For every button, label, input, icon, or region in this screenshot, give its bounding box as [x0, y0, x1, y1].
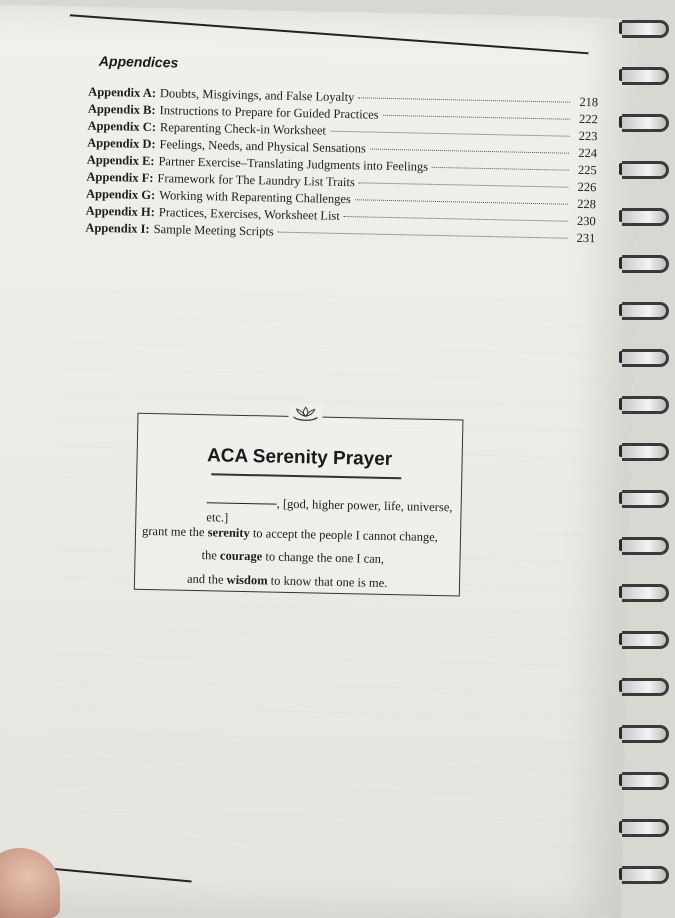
spiral-coil: [622, 349, 669, 367]
prayer-text: the: [201, 548, 221, 563]
top-rule: [70, 14, 589, 54]
appendix-list: [85, 85, 598, 249]
prayer-text: to accept the people I cannot change,: [249, 526, 438, 545]
book-page: [0, 5, 640, 918]
leader-dots: [278, 232, 568, 239]
leader-dots: [344, 216, 568, 222]
spiral-coil: [622, 584, 669, 602]
prayer-title: ACA Serenity Prayer: [206, 445, 393, 471]
appendix-page: 225: [577, 162, 597, 178]
appendix-label: Appendix C:: [87, 118, 157, 135]
spiral-coil: [622, 490, 669, 508]
appendix-page: 230: [576, 213, 596, 229]
spiral-coil: [622, 537, 669, 555]
prayer-line-1-text: , [god, higher power, life, universe, etc.]: [206, 496, 453, 525]
spiral-coil: [622, 255, 669, 273]
appendix-page: 224: [578, 145, 598, 161]
prayer-text: grant me the: [141, 523, 208, 540]
prayer-line-3: [201, 548, 384, 567]
spiral-coil: [622, 396, 669, 414]
prayer-keyword: serenity: [207, 525, 250, 541]
appendix-title: Working with Reparenting Challenges: [159, 188, 352, 207]
appendices-heading: Appendices: [98, 52, 179, 71]
leader-dots: [355, 199, 568, 204]
title-underline: [211, 473, 401, 478]
appendix-page: 226: [577, 179, 597, 195]
appendix-page: 228: [577, 196, 597, 212]
spiral-coil: [622, 772, 669, 790]
appendix-label: Appendix H:: [85, 203, 156, 220]
appendix-label: Appendix I:: [85, 220, 150, 236]
appendix-title: Framework for The Laundry List Traits: [157, 171, 355, 190]
appendix-page: 231: [576, 230, 596, 246]
appendix-title: Doubts, Misgivings, and False Loyalty: [159, 86, 355, 105]
leader-dots: [330, 131, 569, 137]
prayer-text: and the: [186, 571, 227, 587]
leader-dots: [358, 97, 570, 102]
appendix-label: Appendix D:: [87, 135, 156, 152]
spiral-coil: [622, 678, 669, 696]
appendix-title: Partner Exercise–Translating Judgments into Feelings: [158, 154, 429, 174]
spiral-coil: [622, 866, 669, 884]
spiral-coil: [622, 161, 669, 179]
appendix-title: Feelings, Needs, and Physical Sensations: [159, 137, 366, 156]
spiral-coil: [622, 208, 669, 226]
prayer-keyword: wisdom: [226, 572, 268, 588]
appendix-title: Practices, Exercises, Worksheet List: [158, 205, 340, 223]
leader-dots: [383, 115, 570, 120]
appendix-title: Reparenting Check-in Worksheet: [159, 120, 327, 138]
spiral-coil: [622, 67, 669, 85]
appendix-title: Sample Meeting Scripts: [153, 222, 274, 239]
appendix-title: Instructions to Prepare for Guided Practices: [159, 103, 379, 122]
appendix-label: Appendix G:: [85, 186, 156, 203]
spiral-coil: [622, 302, 669, 320]
spiral-coil: [622, 819, 669, 837]
appendix-page: 222: [578, 111, 598, 127]
appendix-label: Appendix E:: [86, 152, 155, 169]
appendix-label: Appendix F:: [86, 169, 154, 186]
spiral-coil: [622, 114, 669, 132]
spiral-coil: [622, 443, 669, 461]
leader-dots: [370, 149, 569, 154]
fill-in-blank: [207, 502, 277, 504]
serenity-prayer-box: [134, 413, 464, 597]
spiral-coil: [622, 631, 669, 649]
prayer-text: to change the one I can,: [262, 549, 385, 566]
prayer-keyword: courage: [219, 548, 263, 564]
spiral-coil: [622, 20, 669, 38]
appendix-page: 223: [578, 128, 598, 144]
prayer-line-4: [187, 572, 388, 591]
leader-dots: [432, 167, 569, 171]
appendix-label: Appendix A:: [88, 84, 157, 101]
lotus-hands-icon: [288, 403, 322, 426]
appendix-label: Appendix B:: [87, 101, 156, 118]
appendix-page: 218: [579, 94, 599, 110]
prayer-text: to know that one is me.: [267, 573, 388, 591]
spiral-binding: [615, 0, 675, 900]
spiral-coil: [622, 725, 669, 743]
leader-dots: [359, 182, 569, 187]
